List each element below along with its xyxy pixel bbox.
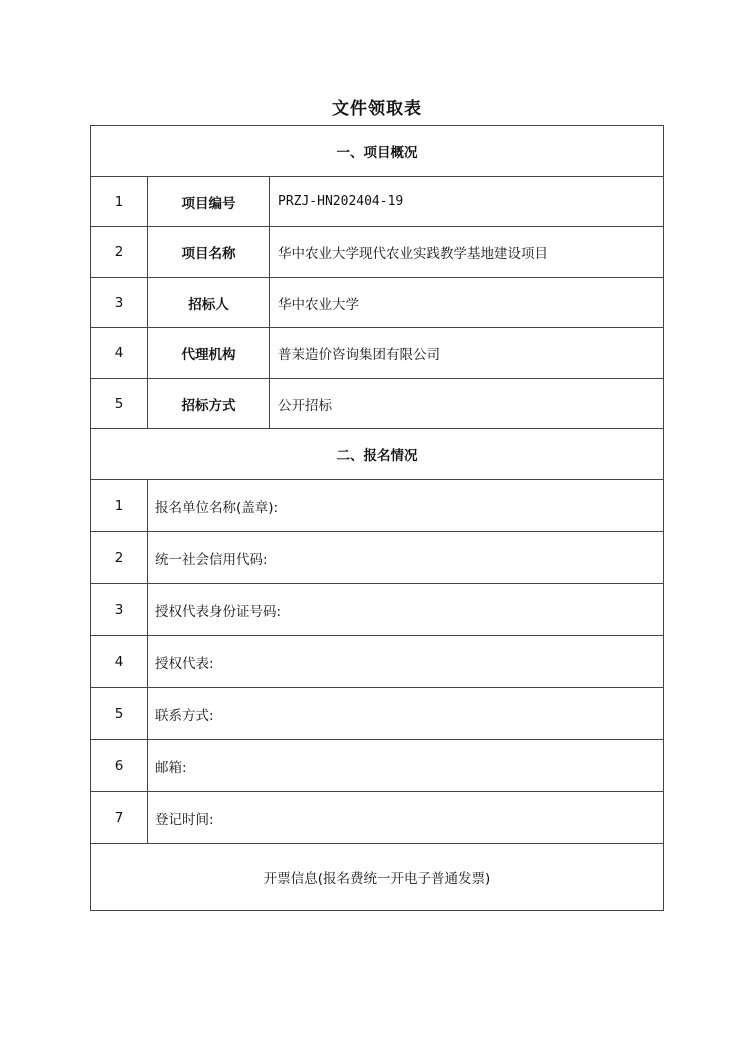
table-row <box>91 532 664 584</box>
row-number: 4 <box>91 636 148 688</box>
representative-id-field[interactable]: 授权代表身份证号码: <box>148 584 664 636</box>
row-number: 2 <box>91 227 148 278</box>
project-name-value: 华中农业大学现代农业实践教学基地建设项目 <box>270 227 664 278</box>
table-row <box>91 227 664 278</box>
table-row <box>91 328 664 379</box>
row-number: 1 <box>91 177 148 227</box>
contact-field[interactable]: 联系方式: <box>148 688 664 740</box>
agency-label: 代理机构 <box>148 328 270 379</box>
email-field[interactable]: 邮箱: <box>148 740 664 792</box>
agency-value: 普茉造价咨询集团有限公司 <box>270 328 664 379</box>
tenderer-value: 华中农业大学 <box>270 278 664 328</box>
bidding-method-value: 公开招标 <box>270 379 664 429</box>
project-number-label: 项目编号 <box>148 177 270 227</box>
row-number: 1 <box>91 480 148 532</box>
project-number-value: PRZJ-HN202404-19 <box>270 177 664 227</box>
table-row <box>91 379 664 429</box>
company-name-field[interactable]: 报名单位名称(盖章): <box>148 480 664 532</box>
row-number: 5 <box>91 379 148 429</box>
row-number: 6 <box>91 740 148 792</box>
table-row <box>91 636 664 688</box>
document-title: 文件领取表 <box>332 99 422 119</box>
table-row <box>91 792 664 844</box>
row-number: 3 <box>91 278 148 328</box>
table-row <box>91 740 664 792</box>
bidding-method-label: 招标方式 <box>148 379 270 429</box>
table-row <box>91 688 664 740</box>
table-row <box>91 278 664 328</box>
credit-code-field[interactable]: 统一社会信用代码: <box>148 532 664 584</box>
invoice-info: 开票信息(报名费统一开电子普通发票) <box>91 844 664 911</box>
form-table <box>90 125 664 911</box>
section1-header-row <box>91 126 664 177</box>
representative-field[interactable]: 授权代表: <box>148 636 664 688</box>
registration-time-field[interactable]: 登记时间: <box>148 792 664 844</box>
project-name-label: 项目名称 <box>148 227 270 278</box>
row-number: 3 <box>91 584 148 636</box>
invoice-row <box>91 844 664 911</box>
row-number: 2 <box>91 532 148 584</box>
table-row <box>91 177 664 227</box>
row-number: 7 <box>91 792 148 844</box>
table-row <box>91 584 664 636</box>
row-number: 4 <box>91 328 148 379</box>
section1-heading: 一、项目概况 <box>91 126 664 177</box>
tenderer-label: 招标人 <box>148 278 270 328</box>
table-row <box>91 480 664 532</box>
section2-header-row <box>91 429 664 480</box>
row-number: 5 <box>91 688 148 740</box>
section2-heading: 二、报名情况 <box>91 429 664 480</box>
